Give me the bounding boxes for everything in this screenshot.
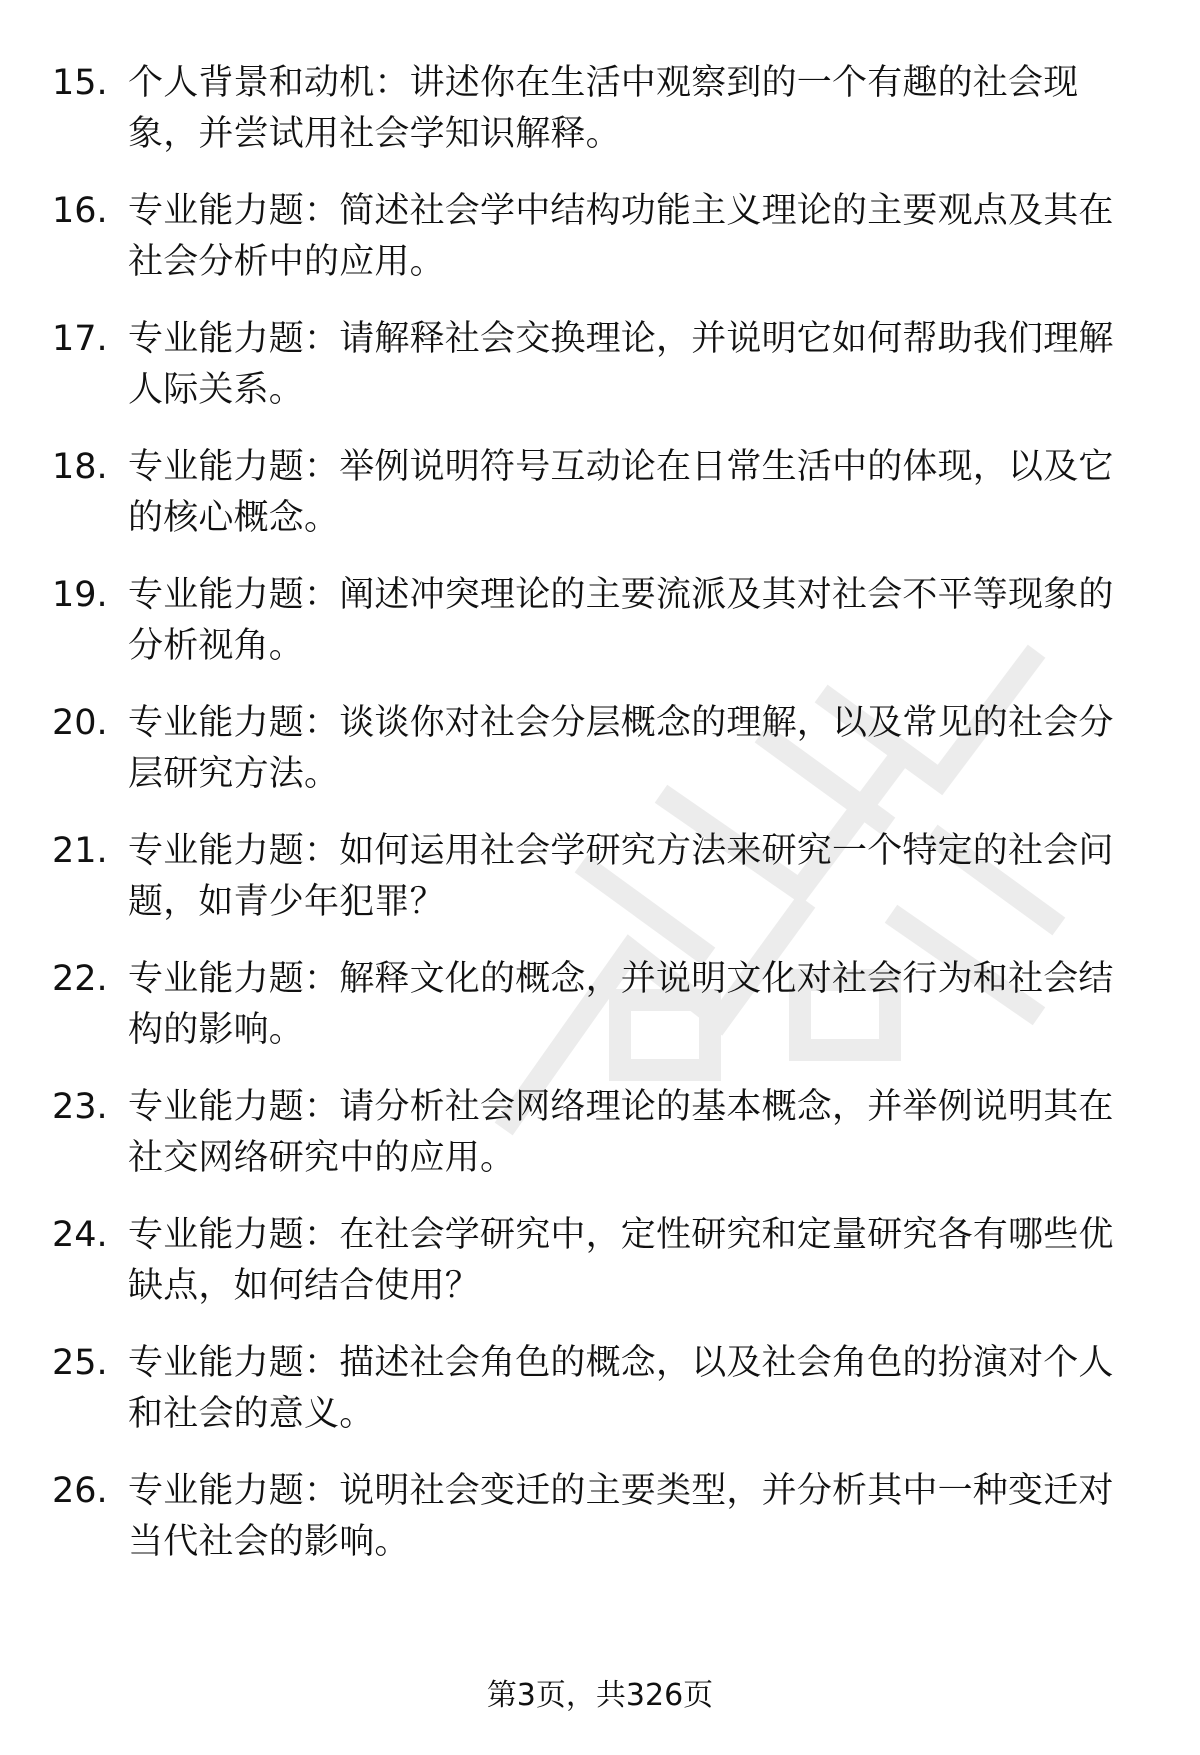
question-text: 专业能力题：在社会学研究中，定性研究和定量研究各有哪些优缺点，如何结合使用？ [128, 1215, 1114, 1306]
question-text: 专业能力题：如何运用社会学研究方法来研究一个特定的社会问题，如青少年犯罪？ [128, 831, 1114, 922]
question-item [52, 1210, 1152, 1338]
question-text: 专业能力题：解释文化的概念，并说明文化对社会行为和社会结构的影响。 [128, 959, 1114, 1050]
question-number: 22. [52, 959, 108, 999]
question-number: 21. [52, 831, 108, 871]
question-text: 专业能力题：谈谈你对社会分层概念的理解，以及常见的社会分层研究方法。 [128, 703, 1114, 794]
question-number: 20. [52, 703, 108, 743]
question-number: 17. [52, 319, 108, 359]
question-text: 专业能力题：描述社会角色的概念，以及社会角色的扮演对个人和社会的意义。 [128, 1343, 1114, 1434]
question-item [52, 570, 1152, 698]
question-item [52, 186, 1152, 314]
page-footer [0, 1676, 1200, 1716]
question-text: 专业能力题：举例说明符号互动论在日常生活中的体现，以及它的核心概念。 [128, 447, 1114, 538]
question-item [52, 698, 1152, 826]
question-number: 26. [52, 1471, 108, 1511]
question-item [52, 1082, 1152, 1210]
question-item [52, 1466, 1152, 1594]
question-list [52, 58, 1152, 1594]
question-item [52, 954, 1152, 1082]
question-text: 个人背景和动机：讲述你在生活中观察到的一个有趣的社会现象，并尝试用社会学知识解释。 [128, 63, 1079, 154]
question-text: 专业能力题：简述社会学中结构功能主义理论的主要观点及其在社会分析中的应用。 [128, 191, 1114, 282]
question-item [52, 1338, 1152, 1466]
question-text: 专业能力题：请分析社会网络理论的基本概念，并举例说明其在社交网络研究中的应用。 [128, 1087, 1114, 1178]
question-text: 专业能力题：说明社会变迁的主要类型，并分析其中一种变迁对当代社会的影响。 [128, 1471, 1114, 1562]
question-item [52, 314, 1152, 442]
question-item [52, 826, 1152, 954]
question-text: 专业能力题：阐述冲突理论的主要流派及其对社会不平等现象的分析视角。 [128, 575, 1114, 666]
question-text: 专业能力题：请解释社会交换理论，并说明它如何帮助我们理解人际关系。 [128, 319, 1114, 410]
question-item [52, 442, 1152, 570]
question-item [52, 58, 1152, 186]
page-indicator: 第3页，共326页 [486, 1678, 714, 1713]
question-number: 25. [52, 1343, 108, 1383]
question-number: 16. [52, 191, 108, 231]
question-number: 15. [52, 63, 108, 103]
question-number: 18. [52, 447, 108, 487]
question-number: 24. [52, 1215, 108, 1255]
question-number: 23. [52, 1087, 108, 1127]
question-number: 19. [52, 575, 108, 615]
